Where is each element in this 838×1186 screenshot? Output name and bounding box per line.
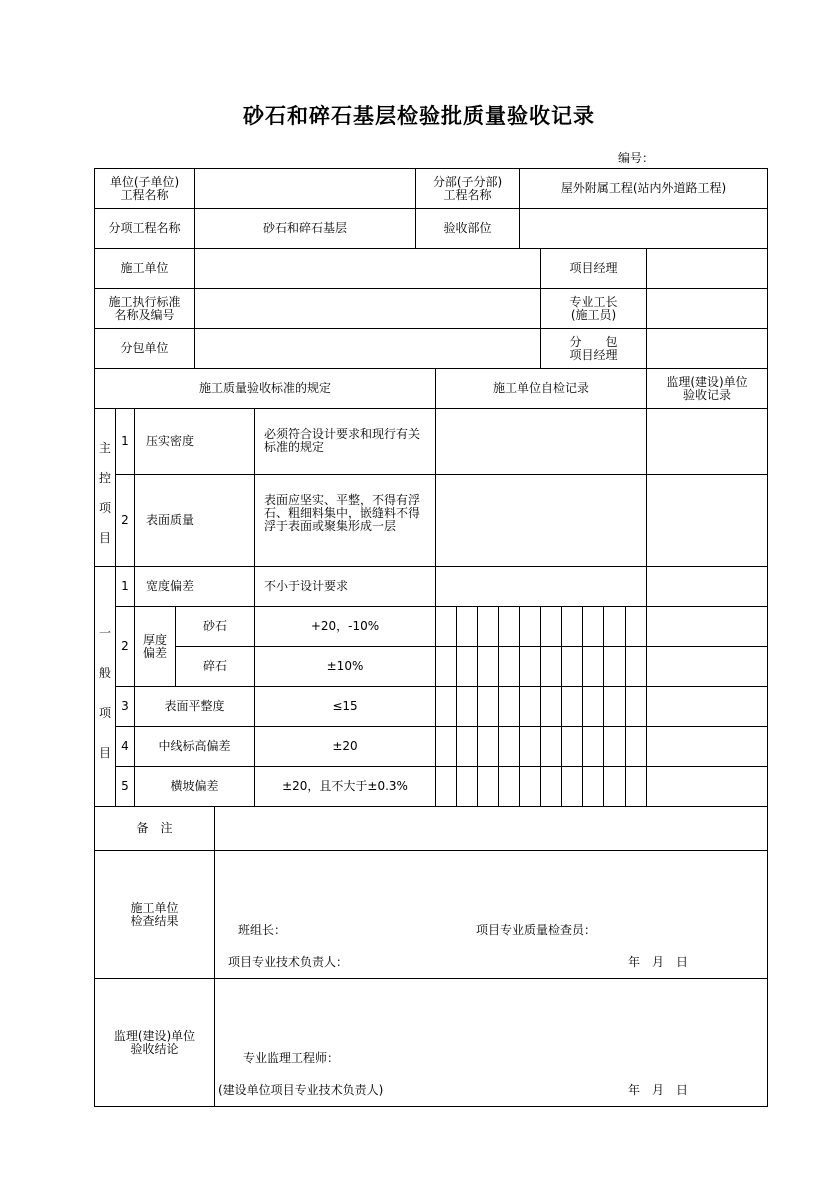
general-item-tolerance: ±20: [332, 739, 358, 753]
supervisor-result-label-line1: 监理(建设)单位: [113, 1028, 196, 1043]
supervisor-result-label-line2: 验收结论: [130, 1041, 179, 1056]
main-control-char: 项: [98, 501, 111, 515]
main-item-number: 2: [121, 513, 129, 527]
spec-column-header: 施工质量验收标准的规定: [198, 381, 331, 395]
foreman-label-line1: 专业工长: [569, 294, 618, 309]
general-item-number: 4: [121, 739, 129, 753]
supervisor-column-header-line1: 监理(建设)单位: [666, 374, 748, 389]
supervising-engineer-label: 专业监理工程师：: [243, 1051, 340, 1065]
page-title: 砂石和碎石基层检验批质量验收记录: [243, 104, 595, 128]
item-name-label: 分项工程名称: [108, 221, 181, 235]
general-item-self-check-field[interactable]: [436, 567, 646, 606]
unit-name-field[interactable]: [195, 169, 415, 208]
subdivision-name-value[interactable]: 屋外附属工程(站内外道路工程): [560, 181, 727, 195]
main-control-group-label: [98, 433, 112, 553]
general-item-name: 横坡偏差: [170, 779, 219, 793]
sub-pm-field[interactable]: [647, 329, 767, 368]
general-item-number: 3: [121, 699, 129, 713]
main-item-supervisor-field[interactable]: [647, 409, 767, 474]
sub-pm-label-line2: 项目经理: [569, 347, 618, 362]
general-item-name: 中线标高偏差: [158, 739, 231, 753]
general-item-number: 5: [121, 779, 129, 793]
constructor-label: 施工单位: [120, 261, 169, 275]
general-group-char: 项: [98, 706, 111, 720]
main-control-char: 目: [98, 531, 111, 545]
sub-pm-label-line1: 分 包: [569, 334, 618, 349]
supervisor-date: 年 月 日: [628, 1083, 689, 1097]
main-item-name: 压实密度: [145, 434, 194, 448]
supervisor-result-label: [95, 979, 214, 1106]
supervisor-column-header: [647, 369, 767, 408]
main-control-char: 控: [98, 471, 111, 485]
standard-label-line1: 施工执行标准: [108, 294, 181, 309]
remarks-label: 备 注: [136, 821, 173, 835]
thickness-deviation-label: [135, 607, 175, 686]
general-group-char: 目: [98, 746, 111, 760]
acceptance-part-field[interactable]: [520, 209, 767, 248]
main-item-self-check-field[interactable]: [436, 409, 646, 474]
sand-gravel-label: 砂石: [202, 619, 227, 633]
main-item-number: 1: [121, 434, 129, 448]
remarks-field[interactable]: [215, 807, 767, 850]
unit-name-label-line1: 单位(子单位): [109, 174, 180, 189]
general-group-label: [98, 613, 112, 773]
constructor-field[interactable]: [195, 249, 540, 288]
general-item-tolerance: ≤15: [332, 699, 358, 713]
general-item-name: 宽度偏差: [145, 579, 194, 593]
constructor-date: 年 月 日: [628, 955, 689, 969]
owner-tech-lead-label: (建设单位项目专业技术负责人): [218, 1083, 384, 1097]
standard-label-line2: 名称及编号: [114, 307, 175, 322]
project-manager-field[interactable]: [647, 249, 767, 288]
general-item-number: 2: [121, 639, 129, 653]
foreman-field[interactable]: [647, 289, 767, 328]
constructor-result-label: [95, 851, 214, 978]
main-control-char: 主: [98, 441, 111, 455]
thickness-deviation-label-line2: 偏差: [142, 645, 167, 660]
project-manager-label: 项目经理: [569, 261, 618, 275]
crushed-stone-label: 碎石: [202, 659, 227, 673]
subdivision-name-label: [416, 169, 519, 208]
tech-lead-label: 项目专业技术负责人：: [228, 955, 349, 969]
general-group-char: 一: [98, 626, 111, 640]
quality-inspector-label: 项目专业质量检查员：: [476, 923, 597, 937]
team-leader-label: 班组长：: [238, 923, 287, 937]
subcontractor-label: 分包单位: [120, 341, 169, 355]
main-item-self-check-field[interactable]: [436, 475, 646, 566]
constructor-result-label-line2: 检查结果: [130, 913, 179, 928]
main-item-name: 表面质量: [145, 513, 194, 527]
main-item-supervisor-field[interactable]: [647, 475, 767, 566]
unit-name-label: [95, 169, 194, 208]
general-item-name: 表面平整度: [164, 699, 225, 713]
general-item-tolerance: ±20，且不大于±0.3%: [282, 779, 408, 793]
supervisor-column-header-line2: 验收记录: [682, 387, 731, 402]
standard-field[interactable]: [195, 289, 540, 328]
subdivision-name-label-line1: 分部(子分部): [432, 174, 503, 189]
subdivision-name-label-line2: 工程名称: [443, 187, 492, 202]
serial-number-label: 编号：: [618, 151, 655, 165]
constructor-result-label-line1: 施工单位: [130, 900, 179, 915]
standard-label: [95, 289, 194, 328]
thickness-deviation-label-line1: 厚度: [142, 632, 167, 647]
crushed-stone-tolerance: ±10%: [326, 659, 364, 673]
main-item-requirement: 表面应坚实、平整，不得有浮石、粗细料集中，嵌缝料不得浮于表面或聚集形成一层: [264, 493, 421, 533]
general-item-requirement: 不小于设计要求: [264, 579, 349, 593]
item-name-value[interactable]: 砂石和碎石基层: [262, 221, 347, 235]
sand-gravel-tolerance: +20，-10%: [310, 619, 380, 633]
unit-name-label-line2: 工程名称: [120, 187, 169, 202]
self-check-column-header: 施工单位自检记录: [492, 381, 589, 395]
acceptance-part-label: 验收部位: [443, 221, 492, 235]
foreman-label-line2: (施工员): [570, 307, 617, 322]
general-item-number: 1: [121, 579, 129, 593]
foreman-label: [541, 289, 646, 328]
general-group-char: 般: [98, 666, 111, 680]
main-item-requirement: 必须符合设计要求和现行有关标准的规定: [264, 427, 421, 454]
subcontractor-field[interactable]: [195, 329, 540, 368]
sub-pm-label: [541, 329, 646, 368]
